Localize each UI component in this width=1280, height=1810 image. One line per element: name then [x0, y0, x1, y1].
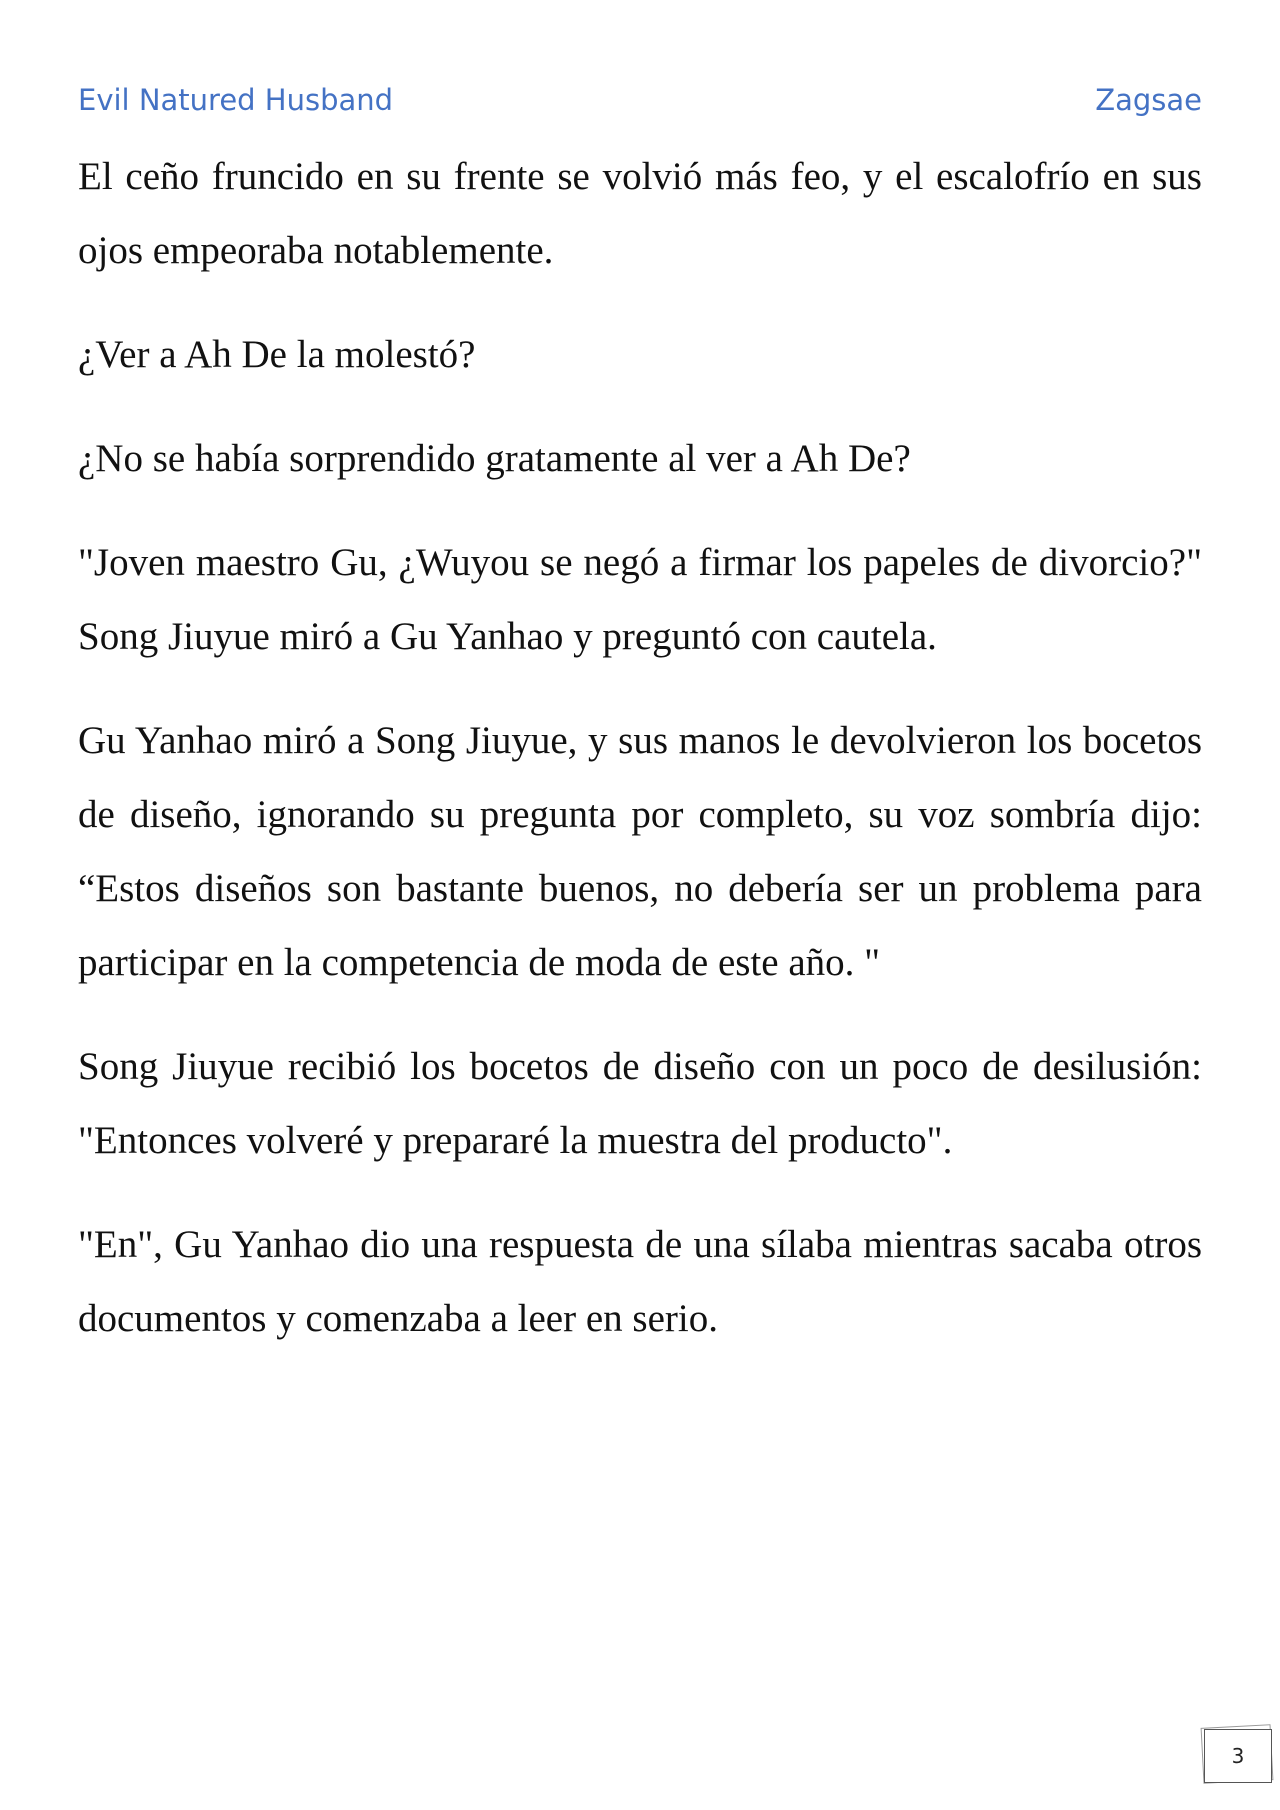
- page-number-box: [1202, 1726, 1274, 1784]
- paragraph: ¿No se había sorprendido gratamente al ver a Ah De?: [78, 437, 911, 480]
- paragraph: ¿Ver a Ah De la molestó?: [78, 333, 476, 376]
- book-title: Evil Natured Husband: [78, 83, 394, 117]
- paragraph: "Joven maestro Gu, ¿Wuyou se negó a firmar los papeles de divorcio?" Song Jiuyue miró a Gu Yanhao y preguntó con cautela.: [78, 541, 1202, 658]
- running-header: [78, 78, 1202, 122]
- paragraph: El ceño fruncido en su frente se volvió más feo, y el escalofrío en sus ojos empeoraba notablemente.: [78, 155, 1202, 272]
- body-text: [78, 140, 1202, 1386]
- paragraph: Song Jiuyue recibió los bocetos de diseño con un poco de desilusión: "Entonces volveré y prepararé la muestra del producto".: [78, 1045, 1202, 1162]
- page-number: 3: [1204, 1729, 1272, 1783]
- author-name: Zagsae: [1095, 83, 1202, 117]
- paragraph: "En", Gu Yanhao dio una respuesta de una sílaba mientras sacaba otros documentos y comenzaba a leer en serio.: [78, 1223, 1202, 1340]
- paragraph: Gu Yanhao miró a Song Jiuyue, y sus manos le devolvieron los bocetos de diseño, ignorando su pregunta por completo, su voz sombría dijo: “Estos diseños son bastante buenos, no debería ser un problema para participar en la competencia de moda de este año. ": [78, 719, 1202, 984]
